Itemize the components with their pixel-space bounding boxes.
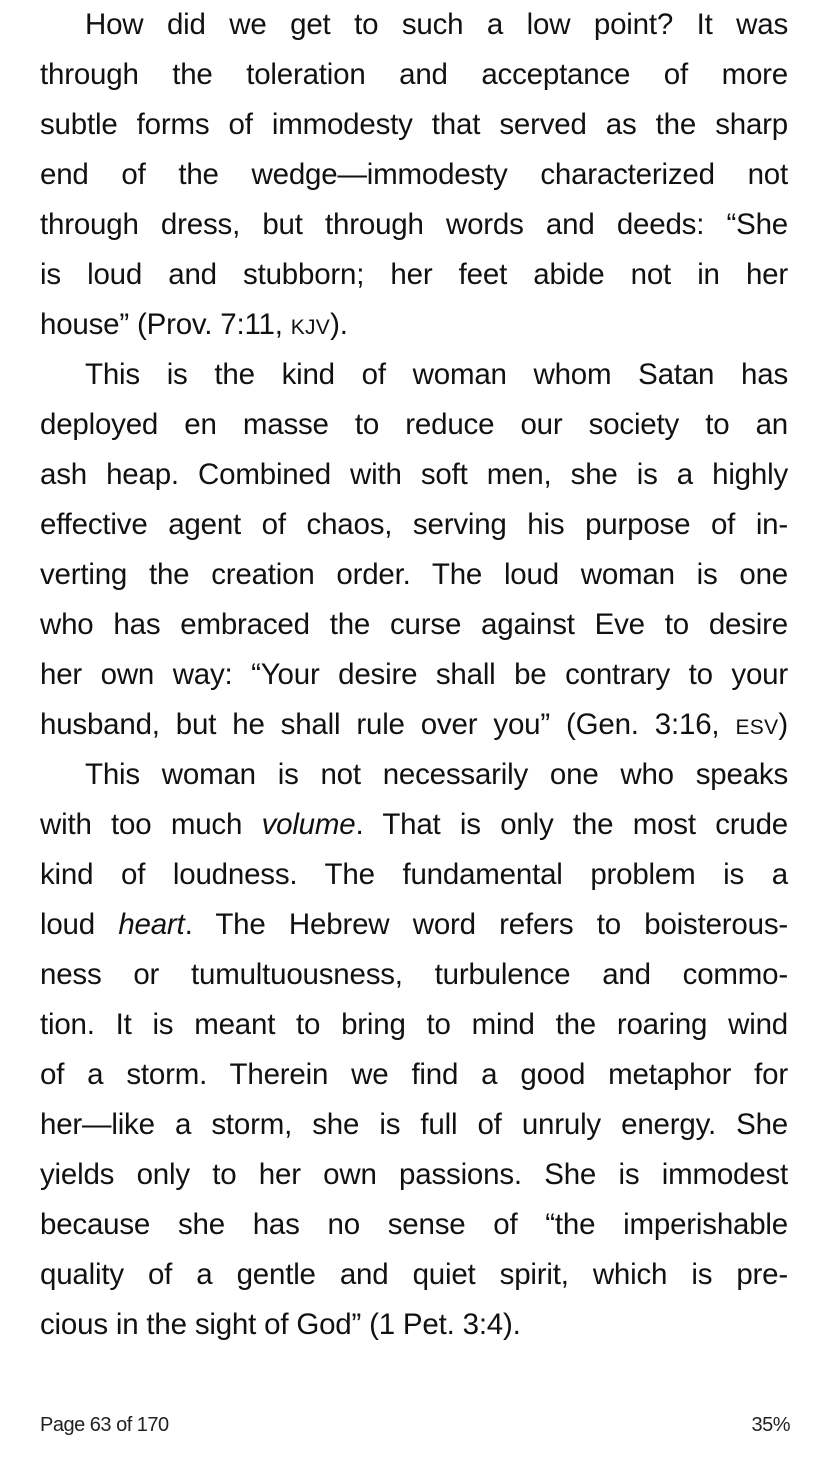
text-line: verting the creation order. The loud woman is one [40,558,788,591]
text-line: her—like a storm, she is full of unruly energy. She [40,1108,788,1141]
text-line: tion. It is meant to bring to mind the roaring wind [40,1008,788,1041]
text-segment: loud [40,908,119,941]
text-line: quality of a gentle and quiet spirit, which is pre- [40,1258,788,1291]
text-line: ash heap. Combined with soft men, she is a highly [40,458,788,491]
italic-emphasis: volume [261,808,356,841]
text-segment: ). [330,308,348,341]
text-line: her own way: “Your desire shall be contrary to your [40,658,788,691]
text-line: end of the wedge—immodesty characterized not [40,158,788,191]
small-caps-citation: ESV [735,716,779,739]
text-line [40,800,788,850]
text-line: kind of loudness. The fundamental problem is a [40,858,788,891]
text-line: through dress, but through words and deeds: “She [40,208,788,241]
text-line: This is the kind of woman whom Satan has [85,358,788,391]
text-line: who has embraced the curse against Eve to desire [40,608,788,641]
page-indicator: Page 63 of 170 [40,1414,169,1436]
text-line: of a storm. Therein we find a good metaphor for [40,1058,788,1091]
small-caps-citation: KJV [290,316,331,339]
text-line: cious in the sight of God” (1 Pet. 3:4). [40,1308,521,1341]
text-line [40,700,788,750]
text-segment: husband, but he shall rule over you” (Gen. 3:16, [40,708,736,741]
text-line: is loud and stubborn; her feet abide not in her [40,258,788,291]
italic-emphasis: heart [118,908,185,941]
text-line: subtle forms of immodesty that served as the sharp [40,108,788,141]
progress-percent: 35% [751,1414,790,1436]
text-line: deployed en masse to reduce our society to an [40,408,788,441]
text-line: This woman is not necessarily one who speaks [85,758,788,791]
text-line: ness or tumultuousness, turbulence and commo- [40,958,788,991]
text-segment: with too much [40,808,262,841]
text-line [40,300,788,350]
text-segment: . The Hebrew word refers to boisterous- [184,908,788,941]
text-segment: ) [778,708,788,741]
text-line [40,900,788,950]
text-line: through the toleration and acceptance of more [40,58,788,91]
text-line: How did we get to such a low point? It was [85,8,788,41]
text-line: yields only to her own passions. She is immodest [40,1158,788,1191]
text-line: effective agent of chaos, serving his purpose of in- [40,508,788,541]
text-segment: house” (Prov. 7:11, [40,308,291,341]
text-segment: . That is only the most crude [355,808,788,841]
text-line: because she has no sense of “the imperishable [40,1208,788,1241]
